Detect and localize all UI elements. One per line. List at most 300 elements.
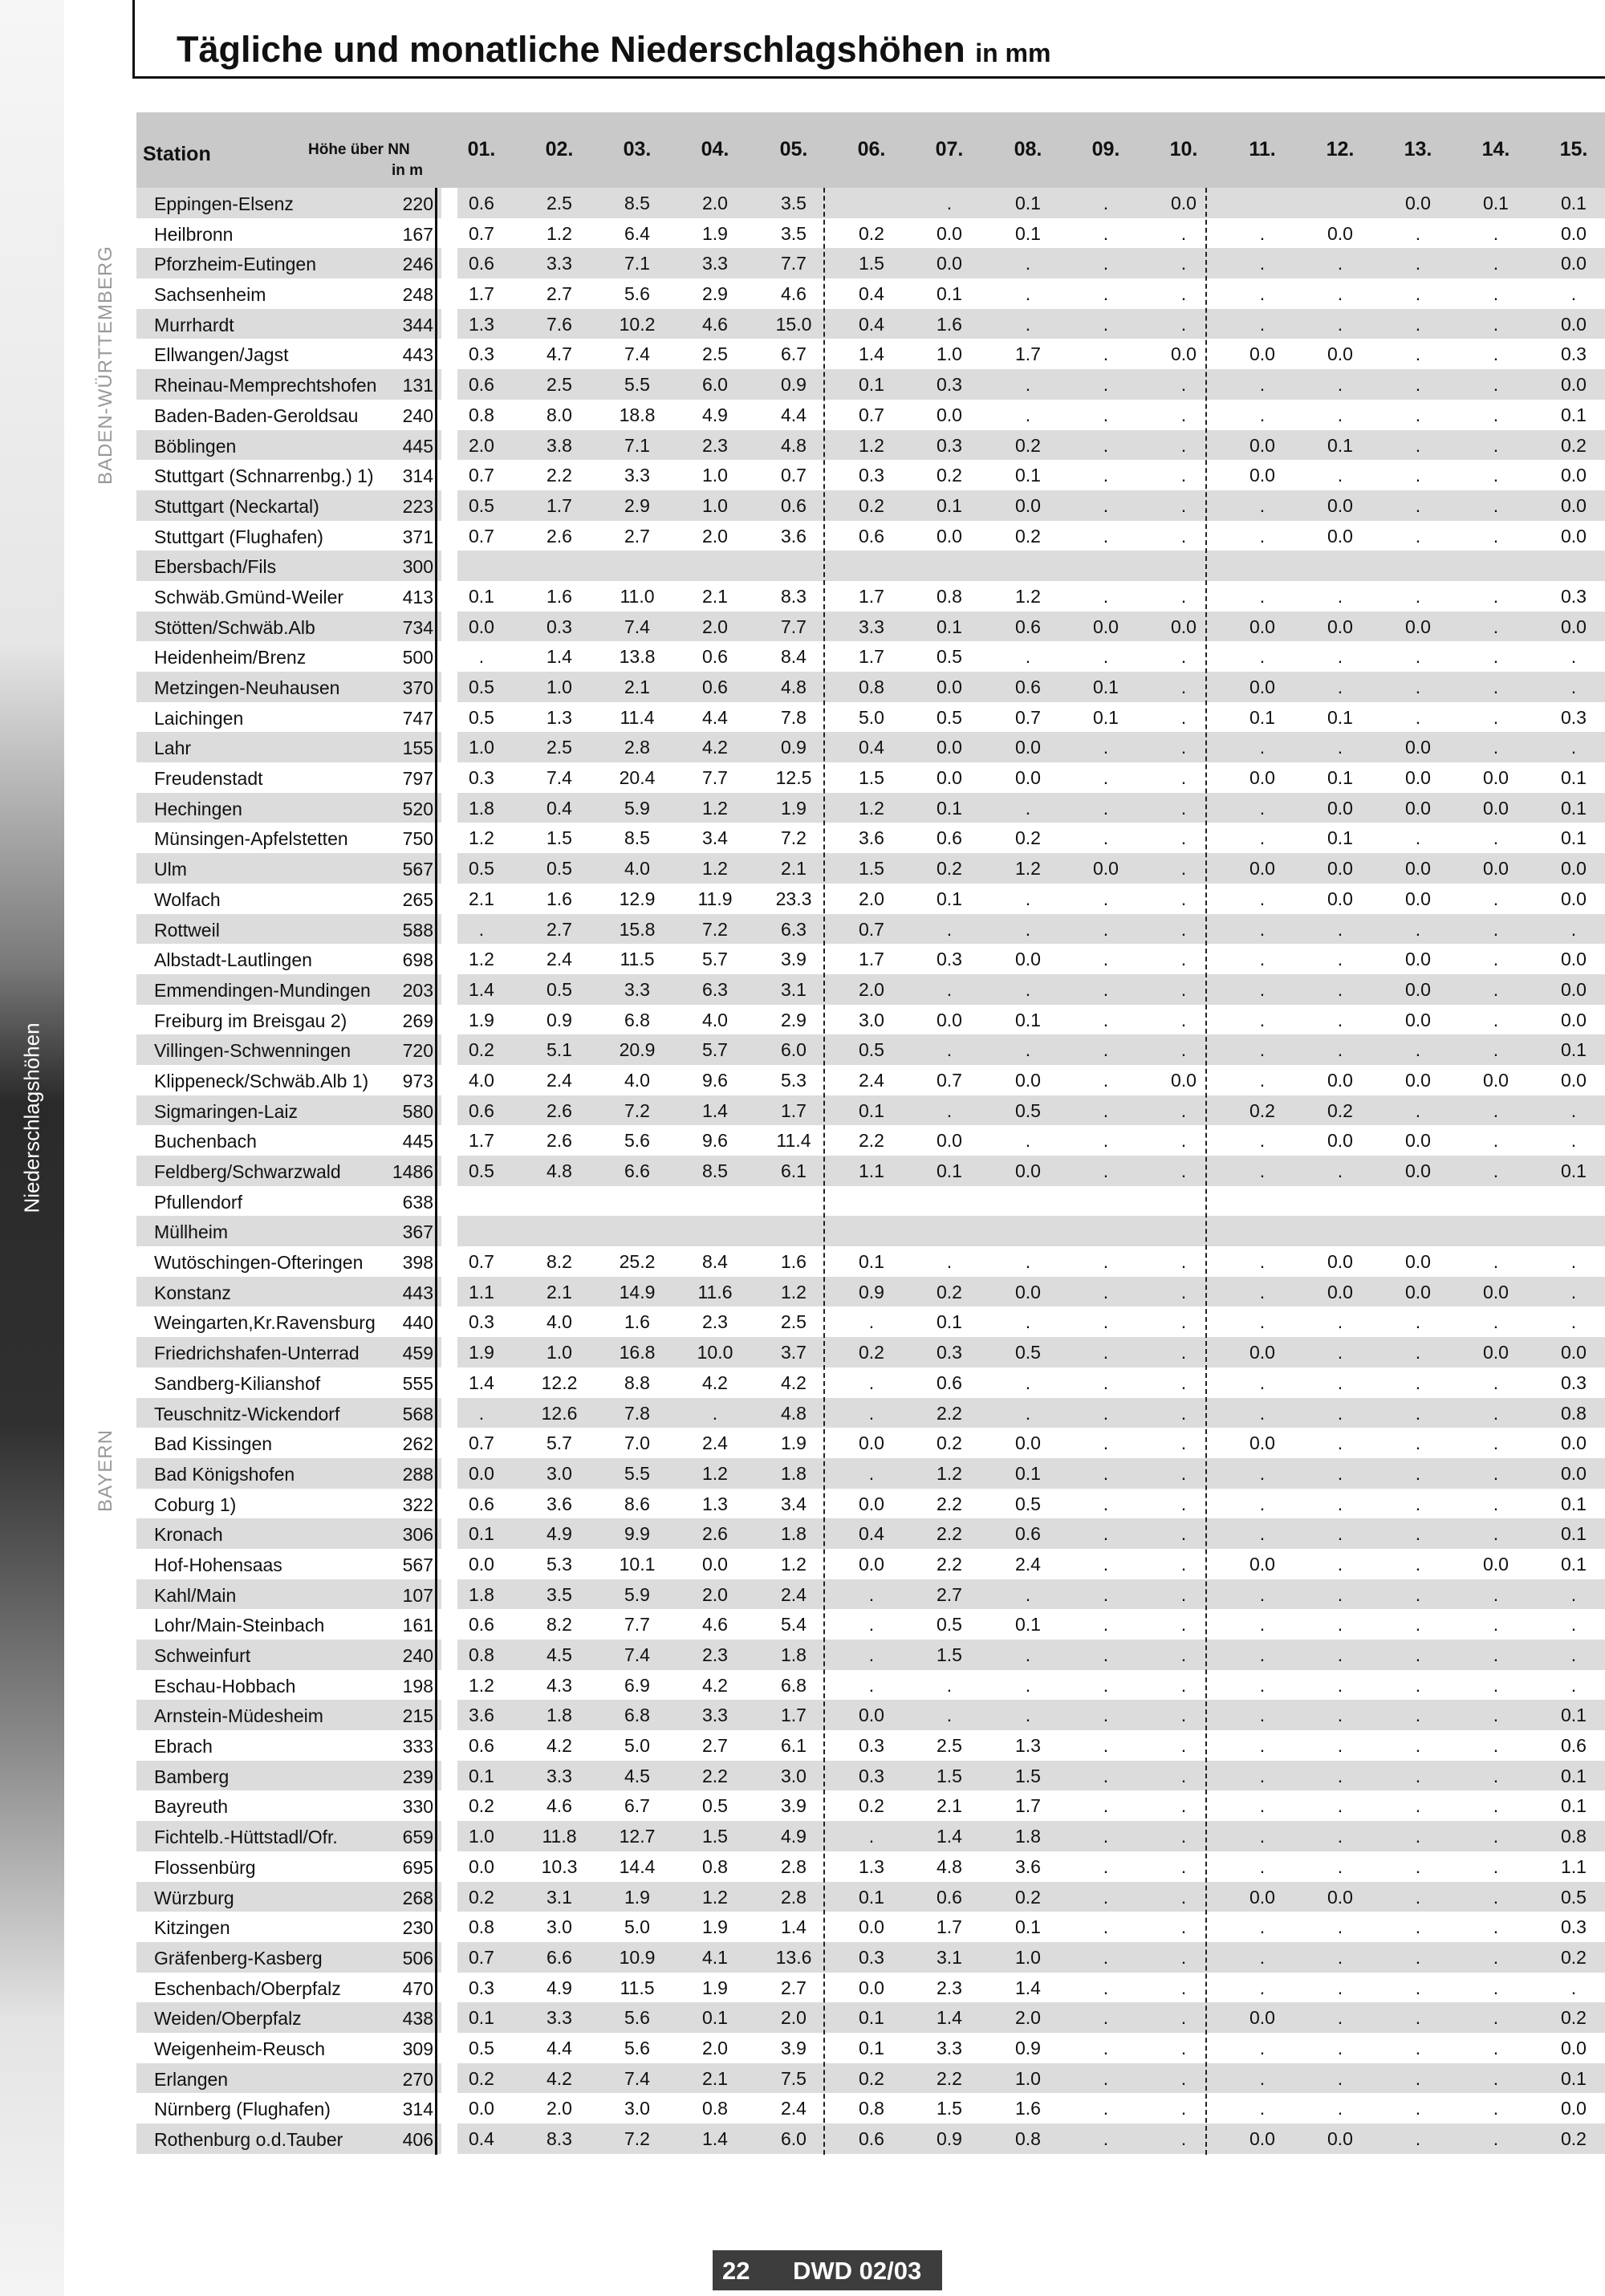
precip-value: 1.4 (702, 1099, 728, 1121)
station-altitude: 161 (402, 1615, 433, 1636)
station-name: Müllheim (154, 1221, 229, 1243)
station-name: Gräfenberg-Kasberg (154, 1947, 323, 1969)
precip-value: . (1180, 1946, 1187, 1968)
precip-value: . (1103, 1432, 1109, 1454)
precip-value: 0.1 (937, 283, 962, 305)
precip-value: 2.2 (937, 1523, 962, 1545)
precip-value: 0.0 (1015, 1160, 1041, 1181)
precip-value: . (1103, 737, 1109, 758)
precip-value: 0.0 (1561, 1009, 1587, 1030)
station-name: Teuschnitz-Wickendorf (154, 1403, 340, 1424)
precip-value: . (1103, 222, 1109, 244)
precip-value: . (1415, 1916, 1421, 1938)
precip-value: . (1337, 1977, 1343, 1998)
precip-value: 0.0 (1327, 1886, 1353, 1908)
precip-value: 0.1 (1561, 1705, 1587, 1726)
station-altitude: 333 (402, 1736, 433, 1758)
precip-value: . (868, 1402, 875, 1424)
precip-value: 0.3 (1561, 585, 1587, 607)
precip-value: 1.9 (702, 222, 728, 244)
precip-value: . (1180, 1916, 1187, 1938)
precip-value: 0.3 (859, 1946, 884, 1968)
station-altitude: 300 (402, 556, 433, 578)
precip-value: 13.6 (775, 1946, 812, 1968)
precip-value: . (1337, 1765, 1343, 1786)
station-name: Fichtelb.-Hüttstadl/Ofr. (154, 1827, 338, 1848)
precip-value: 0.5 (937, 646, 962, 668)
precip-value: 0.8 (859, 2098, 884, 2119)
precip-value: 2.1 (624, 677, 650, 697)
precip-value: 2.6 (547, 1130, 572, 1152)
header-day: 14. (1481, 138, 1510, 161)
precip-value: 0.1 (1093, 677, 1119, 697)
precip-value: . (478, 1402, 485, 1424)
precip-value: 0.0 (1483, 858, 1509, 880)
precip-value: 1.0 (469, 1826, 494, 1847)
precip-value: 8.3 (781, 585, 807, 607)
precip-value: . (1493, 1039, 1499, 1061)
station-name: Heidenheim/Brenz (154, 647, 307, 668)
station-altitude: 248 (402, 284, 433, 306)
precip-value: . (1259, 646, 1266, 668)
precip-value: 2.1 (702, 2067, 728, 2089)
precip-value: . (1259, 1705, 1266, 1726)
precip-value: . (1337, 1372, 1343, 1393)
station-name: Albstadt-Lautlingen (154, 949, 312, 971)
precip-value: 0.0 (937, 737, 962, 758)
table-row (136, 1186, 1605, 1217)
precip-value: . (1570, 918, 1577, 940)
precip-value: . (946, 193, 953, 213)
precip-value: 7.2 (624, 1099, 650, 1121)
station-altitude: 268 (402, 1887, 433, 1908)
precip-value: . (1180, 1553, 1187, 1575)
precip-value: . (1259, 1765, 1266, 1786)
precip-value: . (712, 1402, 718, 1424)
table-row (136, 1761, 1605, 1791)
precip-value: . (1103, 1281, 1109, 1302)
precip-value: 0.0 (1249, 767, 1275, 789)
precipitation-table (95, 112, 1605, 2154)
precip-value: 9.6 (702, 1130, 728, 1152)
precip-value: 4.2 (547, 2067, 572, 2089)
station-altitude: 698 (402, 949, 433, 971)
station-altitude: 580 (402, 1100, 433, 1122)
precip-value: 4.9 (781, 1826, 807, 1847)
precip-value: 2.3 (937, 1977, 962, 1998)
station-altitude: 797 (402, 768, 433, 790)
station-name: Weiden/Oberpfalz (154, 2008, 302, 2030)
precip-value: 7.7 (781, 616, 807, 637)
precip-value: . (1180, 1795, 1187, 1817)
precip-value: 1.7 (859, 646, 884, 668)
precip-value: . (1180, 1099, 1187, 1121)
precip-value: 2.9 (781, 1009, 807, 1030)
precip-value: 3.5 (781, 222, 807, 244)
table-row (136, 672, 1605, 702)
precip-value: . (1103, 1039, 1109, 1061)
precip-value: . (1259, 1130, 1266, 1152)
page-number: 22 (722, 2257, 750, 2285)
station-name: Feldberg/Schwarzwald (154, 1161, 341, 1182)
header-day: 10. (1169, 138, 1198, 161)
precip-value: 3.7 (781, 1342, 807, 1363)
precip-value: . (1180, 918, 1187, 940)
precip-value: . (1025, 253, 1031, 274)
precip-value: . (1337, 1705, 1343, 1726)
table-row (136, 1851, 1605, 1882)
table-row (136, 278, 1605, 309)
precip-value: . (1259, 1402, 1266, 1424)
precip-value: 0.4 (859, 737, 884, 758)
precip-value: . (1180, 1039, 1187, 1061)
precip-value: . (1103, 1099, 1109, 1121)
precip-value: 0.1 (1561, 1795, 1587, 1817)
station-name: Bayreuth (154, 1796, 229, 1818)
precip-value: 3.9 (781, 1795, 807, 1817)
precip-value: . (1180, 1826, 1187, 1847)
station-altitude: 220 (402, 193, 433, 214)
precip-value: . (1025, 1311, 1031, 1333)
precip-value: 0.8 (469, 1644, 494, 1665)
precip-value: 0.3 (1561, 343, 1587, 365)
precip-value: 0.8 (859, 677, 884, 697)
station-name: Lohr/Main-Steinbach (154, 1615, 325, 1636)
precip-value: 4.2 (781, 1372, 807, 1393)
precip-value: 6.8 (624, 1009, 650, 1030)
precip-value: . (1337, 2067, 1343, 2089)
station-altitude: 309 (402, 2038, 433, 2059)
precip-value: . (1415, 677, 1421, 697)
table-row (136, 1912, 1605, 1942)
precip-value: 1.6 (547, 585, 572, 607)
table-row (136, 2002, 1605, 2033)
precip-value: 1.7 (937, 1916, 962, 1938)
precip-value: 2.1 (937, 1795, 962, 1817)
station-altitude: 443 (402, 344, 433, 366)
precip-value: . (1103, 1916, 1109, 1938)
precip-value: . (1337, 737, 1343, 758)
precip-value: . (1180, 1402, 1187, 1424)
station-altitude: 506 (402, 1947, 433, 1969)
precip-value: . (1180, 767, 1187, 789)
precip-value: 2.1 (781, 858, 807, 880)
pentad-divider-10 (1205, 188, 1207, 2155)
station-name: Eppingen-Elsenz (154, 193, 294, 214)
precip-value: . (1103, 193, 1109, 213)
precip-value: 2.7 (624, 525, 650, 547)
station-name: Villingen-Schwenningen (154, 1040, 351, 1062)
station-name: Stuttgart (Schnarrenbg.) 1) (154, 465, 374, 487)
precip-value: 3.1 (547, 1886, 572, 1908)
precip-value: 4.0 (624, 858, 650, 880)
precip-value: . (1259, 1372, 1266, 1393)
precip-value: . (1337, 374, 1343, 396)
precip-value: 0.0 (1405, 737, 1431, 758)
precip-value: . (1103, 1402, 1109, 1424)
precip-value: . (1259, 1251, 1266, 1273)
precip-value: 0.0 (1171, 343, 1197, 365)
precip-value: 0.0 (469, 1553, 494, 1575)
precip-value: 1.4 (469, 1372, 494, 1393)
precip-value: 0.0 (1015, 494, 1041, 516)
precip-value: . (1493, 888, 1499, 909)
station-name: Friedrichshafen-Unterrad (154, 1343, 360, 1364)
precip-value: . (1570, 1099, 1577, 1121)
station-altitude: 973 (402, 1070, 433, 1091)
precip-value: 0.5 (1015, 1342, 1041, 1363)
precip-value: . (1180, 858, 1187, 880)
precip-value: 1.0 (702, 494, 728, 516)
station-altitude: 322 (402, 1493, 433, 1515)
precip-value: 2.4 (547, 1069, 572, 1091)
precip-value: 0.0 (937, 525, 962, 547)
precip-value: . (946, 1705, 953, 1726)
precip-value: 2.7 (781, 1977, 807, 1998)
precip-value: 1.9 (469, 1342, 494, 1363)
station-altitude: 240 (402, 404, 433, 426)
precip-value: 1.4 (547, 646, 572, 668)
precip-value: 1.8 (1015, 1826, 1041, 1847)
precip-value: 10.0 (697, 1342, 733, 1363)
precip-value: 4.6 (547, 1795, 572, 1817)
precip-value: 0.8 (937, 585, 962, 607)
table-row (136, 974, 1605, 1005)
state-label: BADEN-WÜRTTEMBERG (95, 245, 116, 485)
precip-value: . (1570, 1644, 1577, 1665)
precip-value: 0.3 (937, 1342, 962, 1363)
precip-value: . (1180, 434, 1187, 456)
precip-value: . (1103, 313, 1109, 335)
precip-value: . (1259, 827, 1266, 849)
precip-value: 0.2 (1561, 2007, 1587, 2029)
precip-value: 1.5 (859, 253, 884, 274)
precip-value: 0.1 (469, 1765, 494, 1786)
precip-value: . (1415, 2128, 1421, 2149)
precip-value: 1.2 (469, 1674, 494, 1696)
precip-value: 0.1 (1561, 193, 1587, 213)
precip-value: . (1337, 1855, 1343, 1877)
precip-value: 2.4 (781, 2098, 807, 2119)
precip-value: 2.3 (702, 434, 728, 456)
precip-value: 11.6 (697, 1281, 733, 1302)
station-altitude: 567 (402, 1554, 433, 1575)
precip-value: 4.0 (469, 1069, 494, 1091)
precip-value: . (1103, 1855, 1109, 1877)
precip-value: 0.6 (469, 1099, 494, 1121)
precip-value: . (1415, 2067, 1421, 2089)
precip-value: 11.0 (620, 585, 655, 607)
precip-value: . (1025, 918, 1031, 940)
precip-value: 0.0 (1405, 978, 1431, 1000)
precip-value: . (1103, 1614, 1109, 1636)
station-altitude: 246 (402, 254, 433, 275)
precip-value: 5.0 (859, 706, 884, 728)
precip-value: 3.3 (702, 253, 728, 274)
table-row (136, 641, 1605, 672)
precip-value: 11.5 (620, 1977, 655, 1998)
precip-value: 0.0 (937, 1130, 962, 1152)
precip-value: . (1493, 1130, 1499, 1152)
precip-value: 0.2 (859, 2067, 884, 2089)
precip-value: . (1180, 2067, 1187, 2089)
precip-value: . (1337, 465, 1343, 486)
precip-value: 0.0 (469, 616, 494, 637)
precip-value: 0.0 (1561, 374, 1587, 396)
table-row (136, 1670, 1605, 1701)
precip-value: . (1180, 737, 1187, 758)
precip-value: 6.6 (547, 1946, 572, 1968)
precip-value: 6.7 (624, 1795, 650, 1817)
precip-value: . (1337, 1462, 1343, 1484)
precip-value: 0.5 (469, 2037, 494, 2058)
precip-value: . (1337, 1160, 1343, 1181)
precip-value: 0.2 (1015, 1886, 1041, 1908)
station-name: Metzingen-Neuhausen (154, 677, 340, 698)
precip-value: . (868, 1372, 875, 1393)
station-name: Sachsenheim (154, 284, 266, 306)
precip-value: 0.4 (547, 797, 572, 819)
precip-value: . (1337, 2037, 1343, 2058)
precip-value: 0.1 (1327, 706, 1353, 728)
precip-value: . (1493, 1402, 1499, 1424)
precip-value: 0.0 (1015, 767, 1041, 789)
precip-value: 6.1 (781, 1160, 807, 1181)
precip-value: 0.0 (1405, 1069, 1431, 1091)
precip-value: 0.0 (1405, 888, 1431, 909)
precip-value: 0.0 (1561, 222, 1587, 244)
precip-value: 3.3 (547, 1765, 572, 1786)
station-altitude: 470 (402, 1977, 433, 1999)
precip-value: . (1259, 1644, 1266, 1665)
precip-value: 0.5 (1015, 1099, 1041, 1121)
table-row (136, 2123, 1605, 2154)
precip-value: 0.0 (1561, 1462, 1587, 1484)
precip-value: 2.2 (547, 465, 572, 486)
precip-value: . (1570, 1674, 1577, 1696)
precip-value: . (1415, 1614, 1421, 1636)
precip-value: 0.2 (1015, 525, 1041, 547)
precip-value: . (1415, 2037, 1421, 2058)
precip-value: . (1180, 797, 1187, 819)
precip-value: 1.4 (937, 1826, 962, 1847)
table-row (136, 521, 1605, 551)
precip-value: . (1259, 2098, 1266, 2119)
precip-value: 0.0 (1405, 767, 1431, 789)
precip-value: . (1259, 1462, 1266, 1484)
precip-value: . (1415, 646, 1421, 668)
precip-value: . (1259, 494, 1266, 516)
precip-value: 1.3 (1015, 1735, 1041, 1757)
precip-value: 0.6 (937, 1372, 962, 1393)
precip-value: 1.8 (781, 1462, 807, 1484)
precip-value: . (1103, 1130, 1109, 1152)
station-altitude: 288 (402, 1463, 433, 1485)
precip-value: 0.1 (1561, 827, 1587, 849)
precip-value: 23.3 (775, 888, 812, 909)
station-name: Freudenstadt (154, 768, 263, 790)
precip-value: . (1180, 1765, 1187, 1786)
precip-value: 0.0 (469, 1855, 494, 1877)
precip-value: . (1180, 1432, 1187, 1454)
precip-value: 0.5 (469, 494, 494, 516)
precip-value: 15.0 (775, 313, 812, 335)
precip-value: . (1415, 1735, 1421, 1757)
precip-value: 0.6 (859, 2128, 884, 2149)
precip-value: 4.8 (547, 1160, 572, 1181)
precip-value: 0.8 (702, 1855, 728, 1877)
station-name: Bad Königshofen (154, 1463, 295, 1485)
station-altitude: 239 (402, 1766, 433, 1787)
precip-value: 5.5 (624, 374, 650, 396)
precip-value: . (1259, 2037, 1266, 2058)
precip-value: 9.9 (624, 1523, 650, 1545)
header-day: 12. (1326, 138, 1355, 161)
precip-value: 14.4 (619, 1855, 656, 1877)
precip-value: 0.3 (469, 1977, 494, 1998)
precip-value: 1.7 (859, 949, 884, 970)
precip-value: 2.8 (781, 1886, 807, 1908)
precip-value: 4.0 (702, 1009, 728, 1030)
precip-value: . (1180, 2128, 1187, 2149)
precip-value: 0.7 (469, 1251, 494, 1273)
precip-value: 6.8 (624, 1705, 650, 1726)
precip-value: . (1570, 1614, 1577, 1636)
precip-value: 0.7 (469, 1432, 494, 1454)
precip-value: . (1415, 1855, 1421, 1877)
precip-value: 0.7 (781, 465, 807, 486)
precip-value: 3.3 (937, 2037, 962, 2058)
precip-value: . (1180, 585, 1187, 607)
precip-value: . (1103, 2098, 1109, 2119)
precip-value: . (1259, 525, 1266, 547)
header-station: Station (143, 143, 211, 165)
precip-value: 0.0 (1093, 858, 1119, 880)
precip-value: . (1103, 1160, 1109, 1181)
precip-value: 0.0 (859, 1916, 884, 1938)
precip-value: 1.3 (469, 313, 494, 335)
precip-value: . (1493, 1946, 1499, 1968)
precip-value: 5.0 (624, 1735, 650, 1757)
precip-value: 4.4 (781, 404, 807, 425)
precip-value: . (1415, 253, 1421, 274)
precip-value: . (1415, 1432, 1421, 1454)
station-name: Stötten/Schwäb.Alb (154, 616, 315, 638)
precip-value: 2.6 (702, 1523, 728, 1545)
table-row (136, 1579, 1605, 1610)
precip-value: 12.7 (619, 1826, 656, 1847)
station-altitude: 638 (402, 1191, 433, 1213)
precip-value: 2.0 (702, 1583, 728, 1605)
header-day: 06. (857, 138, 886, 161)
precip-value: 0.0 (1561, 313, 1587, 335)
table-row (136, 1398, 1605, 1428)
precip-value: 0.2 (859, 494, 884, 516)
precip-value: . (946, 978, 953, 1000)
precip-value: 0.1 (1327, 827, 1353, 849)
precip-value: . (1570, 283, 1577, 305)
precip-value: . (1103, 1644, 1109, 1665)
precip-value: . (1493, 283, 1499, 305)
precip-value: . (1259, 1916, 1266, 1938)
station-name: Sandberg-Kilianshof (154, 1372, 321, 1394)
precip-value: 0.9 (781, 737, 807, 758)
pentad-divider-5 (823, 188, 825, 2155)
precip-value: . (1415, 1583, 1421, 1605)
precip-value: . (1259, 222, 1266, 244)
precip-value: 3.0 (859, 1009, 884, 1030)
precip-value: 1.0 (547, 1342, 572, 1363)
